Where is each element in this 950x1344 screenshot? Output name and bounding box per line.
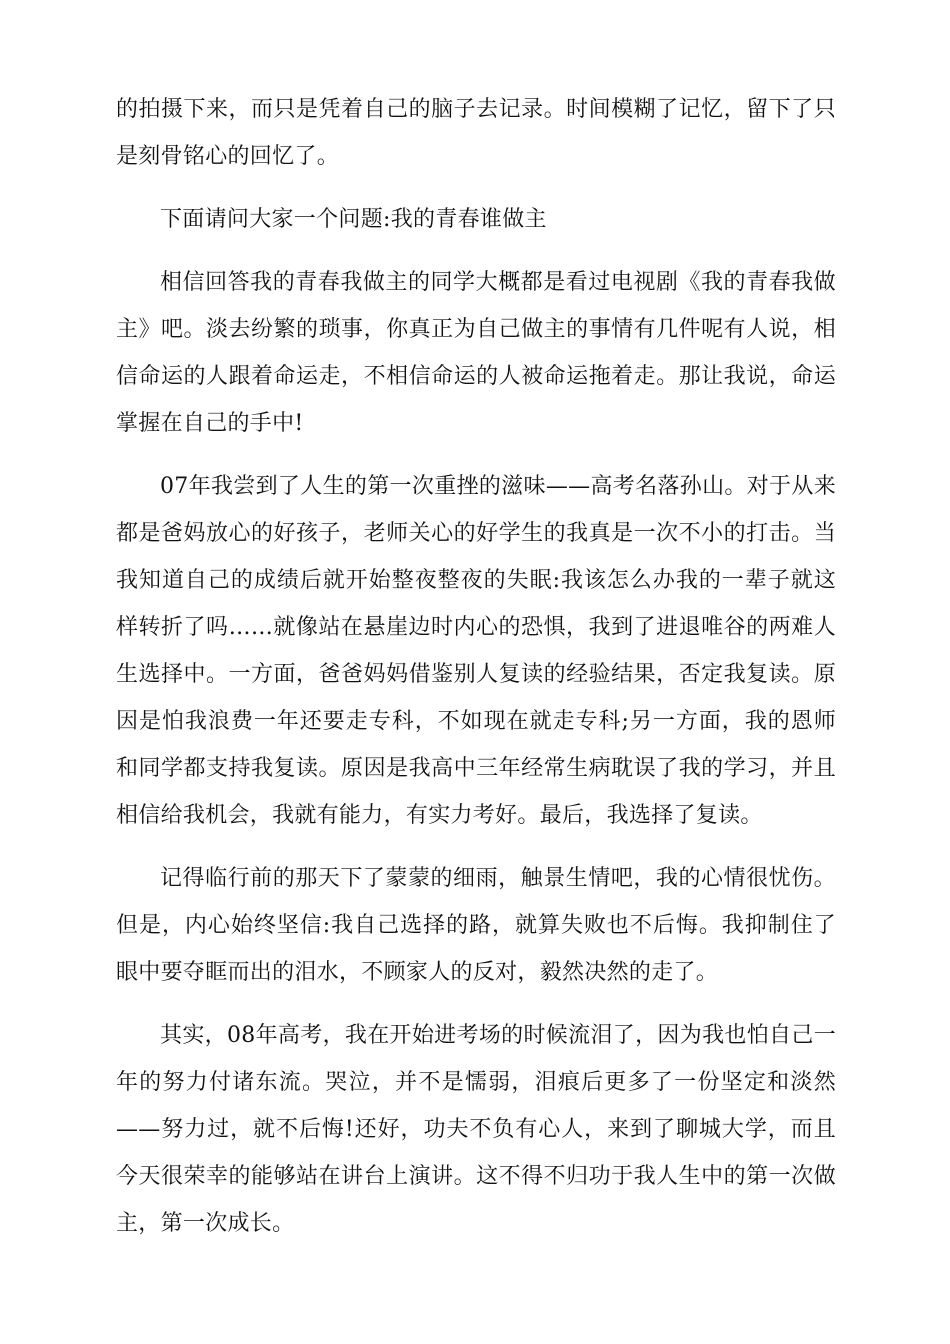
paragraph-5: 记得临行前的那天下了蒙蒙的细雨，触景生情吧，我的心情很忧伤。但是，内心始终坚信:我自己选择的路，就算失败也不后悔。我抑制住了眼中要夺眶而出的泪水，不顾家人的反对，毅然决然的走了。 [116, 866, 836, 985]
paragraph-2: 下面请问大家一个问题:我的青春谁做主 [160, 207, 547, 232]
paragraph-6: 其实，08年高考，我在开始进考场的时候流泪了，因为我也怕自己一年的努力付诸东流。哭泣，并不是懦弱，泪痕后更多了一份坚定和淡然——努力过，就不后悔!还好，功夫不负有心人，来到了聊城大学，而且今天很荣幸的能够站在讲台上演讲。这不得不归功于我人生中的第一次做主，第一次成长。 [116, 1023, 836, 1236]
paragraph-1: 的拍摄下来，而只是凭着自己的脑子去记录。时间模糊了记忆，留下了只是刻骨铭心的回忆了。 [116, 97, 836, 169]
paragraph-3: 相信回答我的青春我做主的同学大概都是看过电视剧《我的青春我做主》吧。淡去纷繁的琐事，你真正为自己做主的事情有几件呢有人说，相信命运的人跟着命运走，不相信命运的人被命运拖着走。那让我说，命运掌握在自己的手中! [116, 270, 836, 436]
paragraph-4: 07年我尝到了人生的第一次重挫的滋味——高考名落孙山。对于从来都是爸妈放心的好孩子，老师关心的好学生的我真是一次不小的打击。当我知道自己的成绩后就开始整夜整夜的失眠:我该怎么办我的一辈子就这样转折了吗……就像站在悬崖边时内心的恐惧，我到了进退唯谷的两难人生选择中。一方面，爸爸妈妈借鉴别人复读的经验结果，否定我复读。原因是怕我浪费一年还要走专科，不如现在就走专科;另一方面，我的恩师和同学都支持我复读。原因是我高中三年经常生病耽误了我的学习，并且相信给我机会，我就有能力，有实力考好。最后，我选择了复读。 [116, 474, 836, 828]
document-body [116, 86, 836, 1263]
